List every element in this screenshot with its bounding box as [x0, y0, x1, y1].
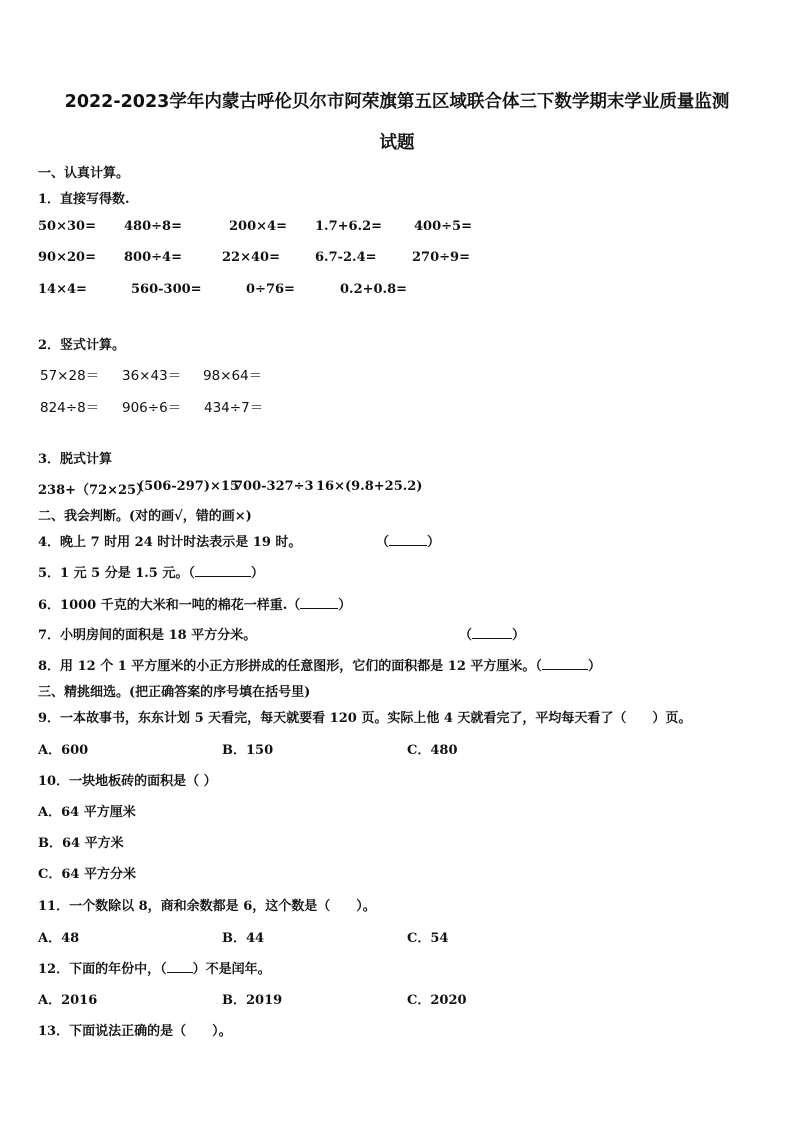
question-2-label: 2．竖式计算。: [38, 338, 126, 353]
q12-option-b[interactable]: B．2019: [222, 993, 283, 1008]
q3-item: 700-327÷3: [234, 479, 314, 494]
q2-item: 36×43＝: [122, 368, 182, 384]
q1-item: 14×4=: [38, 282, 87, 297]
open-paren: （: [376, 535, 390, 550]
question-12-text-pre: 12．下面的年份中，（: [38, 962, 167, 977]
q1-item: 800÷4=: [124, 250, 182, 265]
question-8: [38, 655, 601, 674]
close-paren: ）: [512, 628, 526, 643]
question-4-text: 4．晚上 7 时用 24 时计时法表示是 19 时。: [38, 535, 302, 550]
answer-blank[interactable]: [542, 657, 588, 670]
q1-item: 6.7-2.4=: [315, 250, 377, 265]
question-4: [38, 531, 301, 550]
section-2-heading: 二、我会判断。(对的画√，错的画×): [38, 509, 252, 524]
q1-item: 0÷76=: [246, 282, 295, 297]
question-9-text: 9．一本故事书，东东计划 5 天看完，每天就要看 120 页。实际上他 4 天就看完了，平均每天看了（ ）页。: [38, 711, 692, 726]
question-7-answer-blank[interactable]: [459, 624, 525, 643]
section-1-heading: 一、认真计算。: [38, 166, 130, 181]
q11-option-b[interactable]: B．44: [222, 931, 265, 946]
question-4-answer-blank[interactable]: [376, 531, 440, 550]
answer-blank[interactable]: [195, 564, 251, 577]
open-paren: （: [459, 628, 473, 643]
q12-option-c[interactable]: C．2020: [407, 993, 467, 1008]
q1-item: 400÷5=: [414, 219, 472, 234]
question-1-label: 1．直接写得数.: [38, 192, 130, 207]
question-13-text: 13．下面说法正确的是（ ）。: [38, 1024, 232, 1039]
question-12-text-post: ）不是闰年。: [192, 962, 271, 977]
answer-blank[interactable]: [167, 960, 193, 973]
close-paren: ）: [250, 566, 264, 581]
question-8-text: 8．用 12 个 1 平方厘米的小正方形拼成的任意图形，它们的面积都是 12 平方厘米。（: [38, 659, 542, 674]
q1-item: 1.7+6.2=: [315, 219, 383, 234]
question-6: [38, 594, 351, 613]
q1-item: 200×4=: [229, 219, 287, 234]
q2-item: 906÷6＝: [122, 400, 182, 416]
page-title-line-2: 试题: [379, 133, 415, 153]
q9-option-b[interactable]: B．150: [222, 743, 274, 758]
q1-item: 270÷9=: [412, 250, 470, 265]
q9-option-a[interactable]: A．600: [38, 743, 89, 758]
q11-option-a[interactable]: A．48: [38, 931, 80, 946]
answer-blank[interactable]: [472, 626, 512, 639]
question-5-text: 5．1 元 5 分是 1.5 元。（: [38, 566, 195, 581]
q2-item: 824÷8＝: [40, 400, 100, 416]
q9-option-c[interactable]: C．480: [407, 743, 458, 758]
question-10-text: 10．一块地板砖的面积是（ ）: [38, 774, 217, 789]
q1-item: 22×40=: [222, 250, 280, 265]
q1-item: 90×20=: [38, 250, 96, 265]
q2-item: 98×64＝: [203, 368, 263, 384]
close-paren: ）: [427, 535, 441, 550]
q10-option-a[interactable]: A．64 平方厘米: [38, 805, 136, 820]
page-title-line-1: 2022-2023学年内蒙古呼伦贝尔市阿荣旗第五区域联合体三下数学期末学业质量监测: [64, 92, 730, 112]
q3-item: 16×(9.8+25.2): [316, 479, 423, 494]
close-paren: ）: [587, 659, 601, 674]
q10-option-c[interactable]: C．64 平方分米: [38, 867, 136, 882]
question-5: [38, 562, 264, 581]
q2-item: 57×28＝: [40, 368, 100, 384]
question-11-text: 11．一个数除以 8，商和余数都是 6，这个数是（ ）。: [38, 899, 376, 914]
close-paren: ）: [338, 598, 352, 613]
answer-blank[interactable]: [389, 533, 427, 546]
q3-item: (506-297)×15: [138, 479, 239, 494]
q1-item: 480÷8=: [124, 219, 182, 234]
question-6-text: 6．1000 千克的大米和一吨的棉花一样重.（: [38, 598, 301, 613]
q1-item: 50×30=: [38, 219, 96, 234]
q11-option-c[interactable]: C．54: [407, 931, 449, 946]
answer-blank[interactable]: [300, 596, 338, 609]
q3-item: 238+（72×25）: [38, 483, 150, 498]
q12-option-a[interactable]: A．2016: [38, 993, 98, 1008]
q2-item: 434÷7＝: [204, 400, 264, 416]
q1-item: 560-300=: [131, 282, 202, 297]
q10-option-b[interactable]: B．64 平方米: [38, 836, 124, 851]
section-3-heading: 三、精挑细选。(把正确答案的序号填在括号里): [38, 685, 311, 700]
question-7-text: 7．小明房间的面积是 18 平方分米。: [38, 628, 257, 643]
question-7: [38, 624, 256, 643]
question-12: [38, 958, 271, 977]
question-3-label: 3．脱式计算: [38, 452, 113, 467]
q1-item: 0.2+0.8=: [340, 282, 408, 297]
